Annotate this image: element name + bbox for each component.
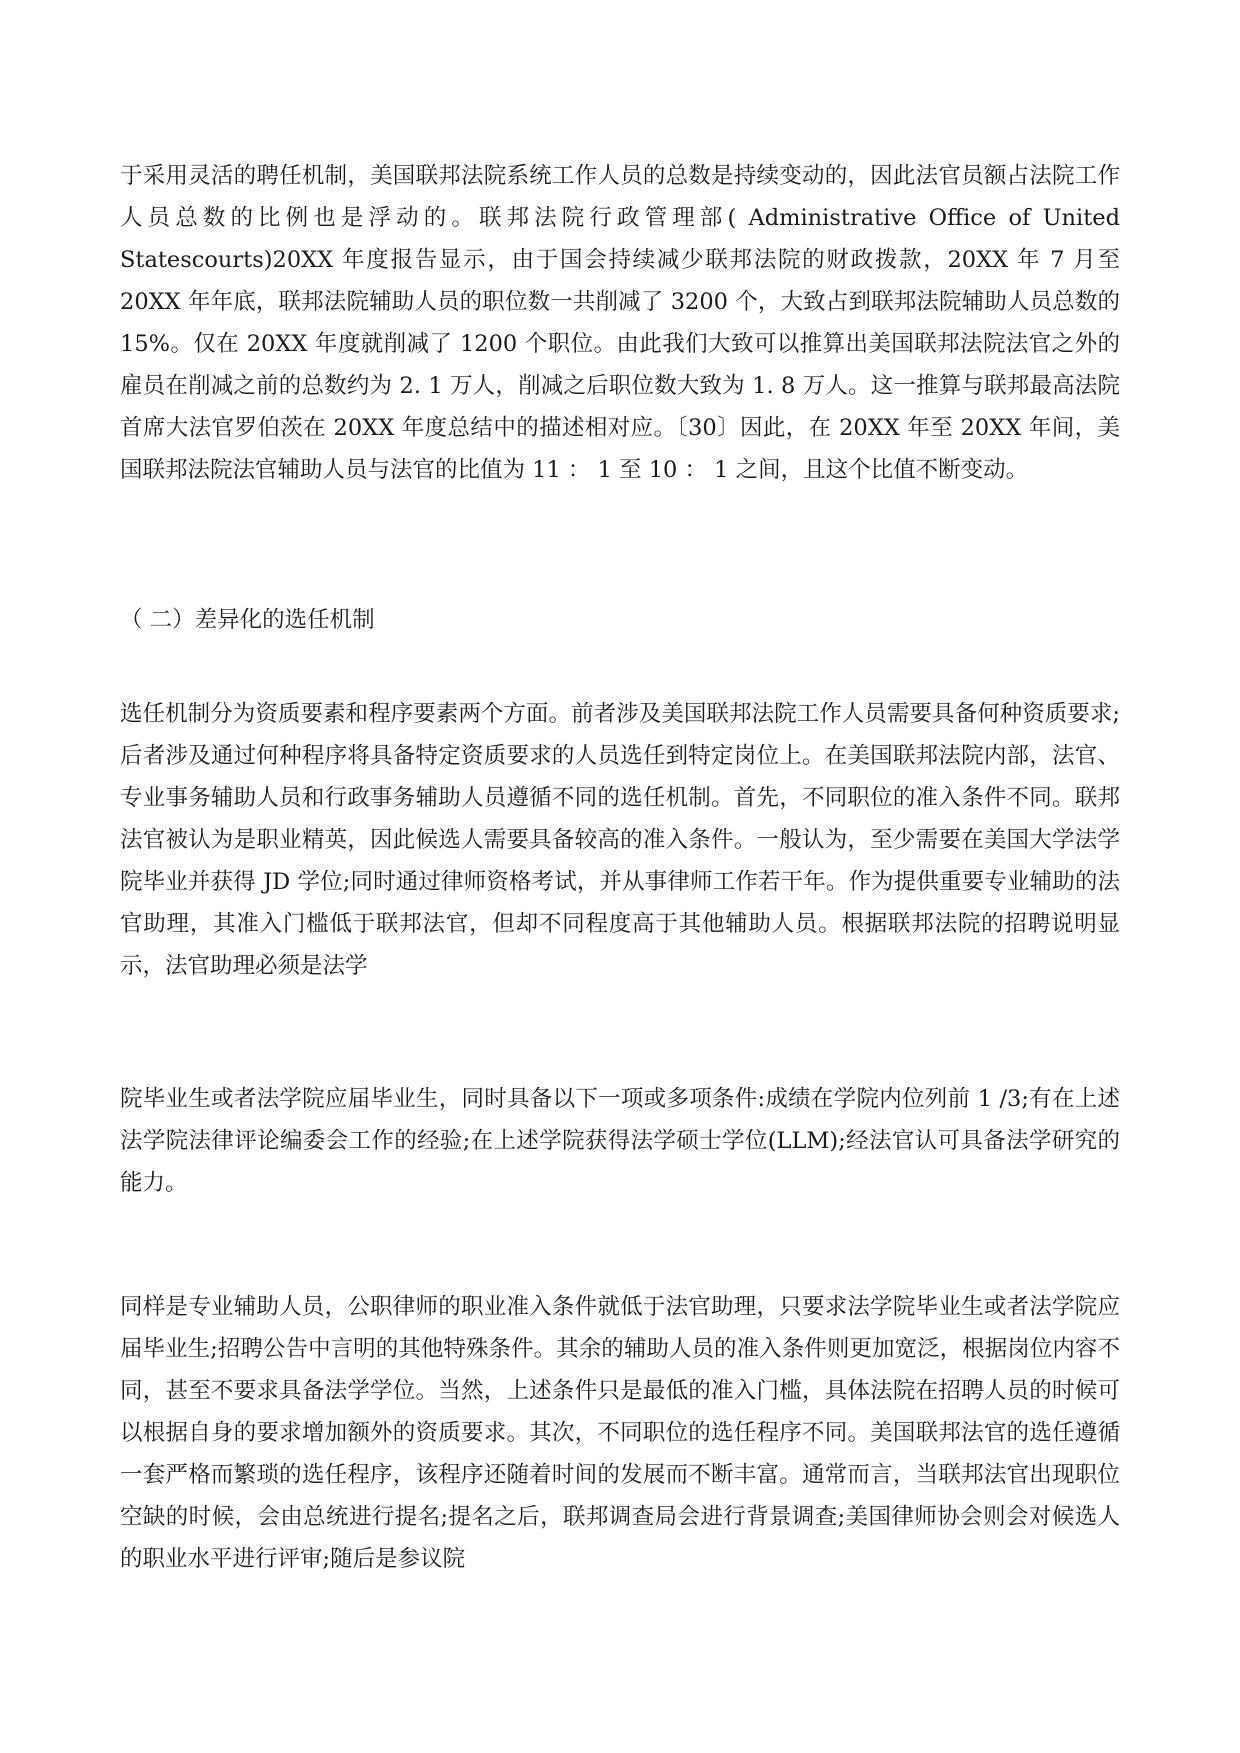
paragraph-staff-ratio: 于采用灵活的聘任机制，美国联邦法院系统工作人员的总数是持续变动的，因此法官员额占法院工作人员总数的比例也是浮动的。联邦法院行政管理部( Administrative Office of United Statescourts)20XX 年度报告显示，由于国会持续减少联邦法院的财政拨款，20XX 年 7 月至 20XX 年年底，联邦法院辅助人员的职位数一共削减了 3200 个，大致占到联邦法院辅助人员总数的 15%。仅在 20XX 年度就削减了 1200 个职位。由此我们大致可以推算出美国联邦法院法官之外的雇员在削减之前的总数约为 2. 1 万人，削减之后职位数大致为 1. 8 万人。这一推算与联邦最高法院首席大法官罗伯茨在 20XX 年度总结中的描述相对应。〔30〕因此，在 20XX 年至 20XX 年间，美国联邦法院法官辅助人员与法官的比值为 11 ： 1 至 10 ： 1 之间，且这个比值不断变动。 xyxy=(120,163,1120,483)
paragraph-selection-procedure: 同样是专业辅助人员，公职律师的职业准入条件就低于法官助理，只要求法学院毕业生或者法学院应届毕业生;招聘公告中言明的其他特殊条件。其余的辅助人员的准入条件则更加宽泛，根据岗位内容不同，甚至不要求具备法学学位。当然，上述条件只是最低的准入门槛，具体法院在招聘人员的时候可以根据自身的要求增加额外的资质要求。其次，不同职位的选任程序不同。美国联邦法官的选任遵循一套严格而繁琐的选任程序，该程序还随着时间的发展而不断丰富。通常而言，当联邦法官出现职位空缺的时候，会由总统进行提名;提名之后，联邦调查局会进行背景调查;美国律师协会则会对候选人的职业水平进行评审;随后是参议院 xyxy=(120,1294,1120,1572)
section-heading-selection-mechanism: （ 二）差异化的选任机制 xyxy=(120,607,375,633)
paragraph-clerk-requirements: 院毕业生或者法学院应届毕业生，同时具备以下一项或多项条件:成绩在学院内位列前 1 /3;有在上述法学院法律评论编委会工作的经验;在上述学院获得法学硕士学位(LLM);经法官认可具备法学研究的能力。 xyxy=(120,1086,1120,1196)
paragraph-selection-mechanism: 选任机制分为资质要素和程序要素两个方面。前者涉及美国联邦法院工作人员需要具备何种资质要求;后者涉及通过何种程序将具备特定资质要求的人员选任到特定岗位上。在美国联邦法院内部，法官、专业事务辅助人员和行政事务辅助人员遵循不同的选任机制。首先，不同职位的准入条件不同。联邦法官被认为是职业精英，因此候选人需要具备较高的准入条件。一般认为，至少需要在美国大学法学院毕业并获得 JD 学位;同时通过律师资格考试，并从事律师工作若干年。作为提供重要专业辅助的法官助理，其准入门槛低于联邦法官，但却不同程度高于其他辅助人员。根据联邦法院的招聘说明显示，法官助理必须是法学 xyxy=(120,701,1120,979)
